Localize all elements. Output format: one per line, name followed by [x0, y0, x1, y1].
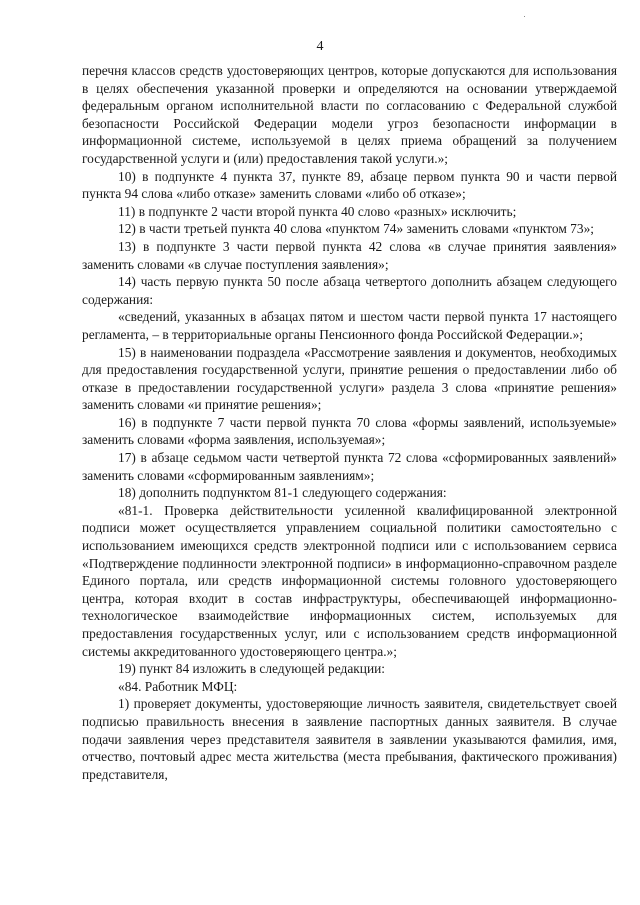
paragraph-item-14: 14) часть первую пункта 50 после абзаца четвертого дополнить абзацем следующего содержания: [82, 274, 617, 307]
paragraph-item-13: 13) в подпункте 3 части первой пункта 42 слова «в случае принятия заявления» заменить словами «в случае поступления заявления»; [82, 238, 617, 272]
paragraph-continuation: перечня классов средств удостоверяющих центров, которые допускаются для использования в целях обеспечения указанной проверки и определяются на основании утверждаемой федеральным органом исполнительной власти по согласованию с Федеральной службой безопасности Российской Федерации модели угроз безопасности информации в информационной системе, используемой в целях приема обращений за получением государственной услуги и (или) предоставления такой услуги.»; [82, 63, 617, 166]
paragraph-item-10: 10) в подпункте 4 пункта 37, пункте 89, абзаце первом пункта 90 и части первой пункта 94 слова «либо отказе» заменить словами «либо об отказе»; [82, 168, 617, 202]
paragraph-item-19: 19) пункт 84 изложить в следующей редакции: [118, 661, 386, 677]
paragraph-subitem-1: 1) проверяет документы, удостоверяющие личность заявителя, свидетельствует своей подписью правильность внесения в заявление паспортных данных заявителя. В случае подачи заявления через представителя заявителя в заявлении указываются фамилия, имя, отчество, почтовый адрес места жительства (места пребывания, фактического проживания) представителя, [82, 696, 617, 782]
paragraph-quote-14: «сведений, указанных в абзацах пятом и шестом части первой пункта 17 настоящего регламента, – в территориальные органы Пенсионного фонда Российской Федерации.»; [82, 309, 617, 342]
page-number: 4 [316, 39, 324, 54]
paragraph-item-17: 17) в абзаце седьмом части четвертой пункта 72 слова «сформированных заявлений» заменить словами «сформированным заявлениям»; [82, 450, 617, 483]
paragraph-item-16: 16) в подпункте 7 части первой пункта 70 слова «формы заявлений, используемые» заменить словами «форма заявления, используемая»; [82, 414, 617, 448]
paragraph-item-15: 15) в наименовании подраздела «Рассмотрение заявления и документов, необходимых для предоставления государственной услуги, принятие решения о предоставлении либо об отказе в предоставлении государственной услуги» раздела 3 слова «принятие решения» заменить словами «и принятие решения»; [82, 344, 617, 413]
paragraph-item-18: 18) дополнить подпунктом 81-1 следующего содержания: [118, 485, 447, 501]
paragraph-quote-81-1: «81-1. Проверка действительности усиленной квалифицированной электронной подписи может осуществляется управлением социальной политики самостоятельно с использованием имеющихся средств электронной подписи или с использованием сервиса «Подтверждение подлинности электронной подписи» в информационно-справочном разделе Единого портала, или средств информационной системы головного удостоверяющего центра, которая входит в состав инфраструктуры, обеспечивающей информационно-технологическое взаимодействие информационных систем, используемых для предоставления государственных услуг, или с использованием средств информационной системы аккредитованного удостоверяющего центра.»; [82, 502, 617, 659]
paragraph-quote-84: «84. Работник МФЦ: [118, 678, 238, 694]
paragraph-item-12: 12) в части третьей пункта 40 слова «пунктом 74» заменить словами «пунктом 73»; [118, 221, 594, 237]
scan-dot [524, 16, 525, 17]
paragraph-item-11: 11) в подпункте 2 части второй пункта 40 слово «разных» исключить; [118, 203, 517, 219]
document-body [82, 62, 617, 783]
